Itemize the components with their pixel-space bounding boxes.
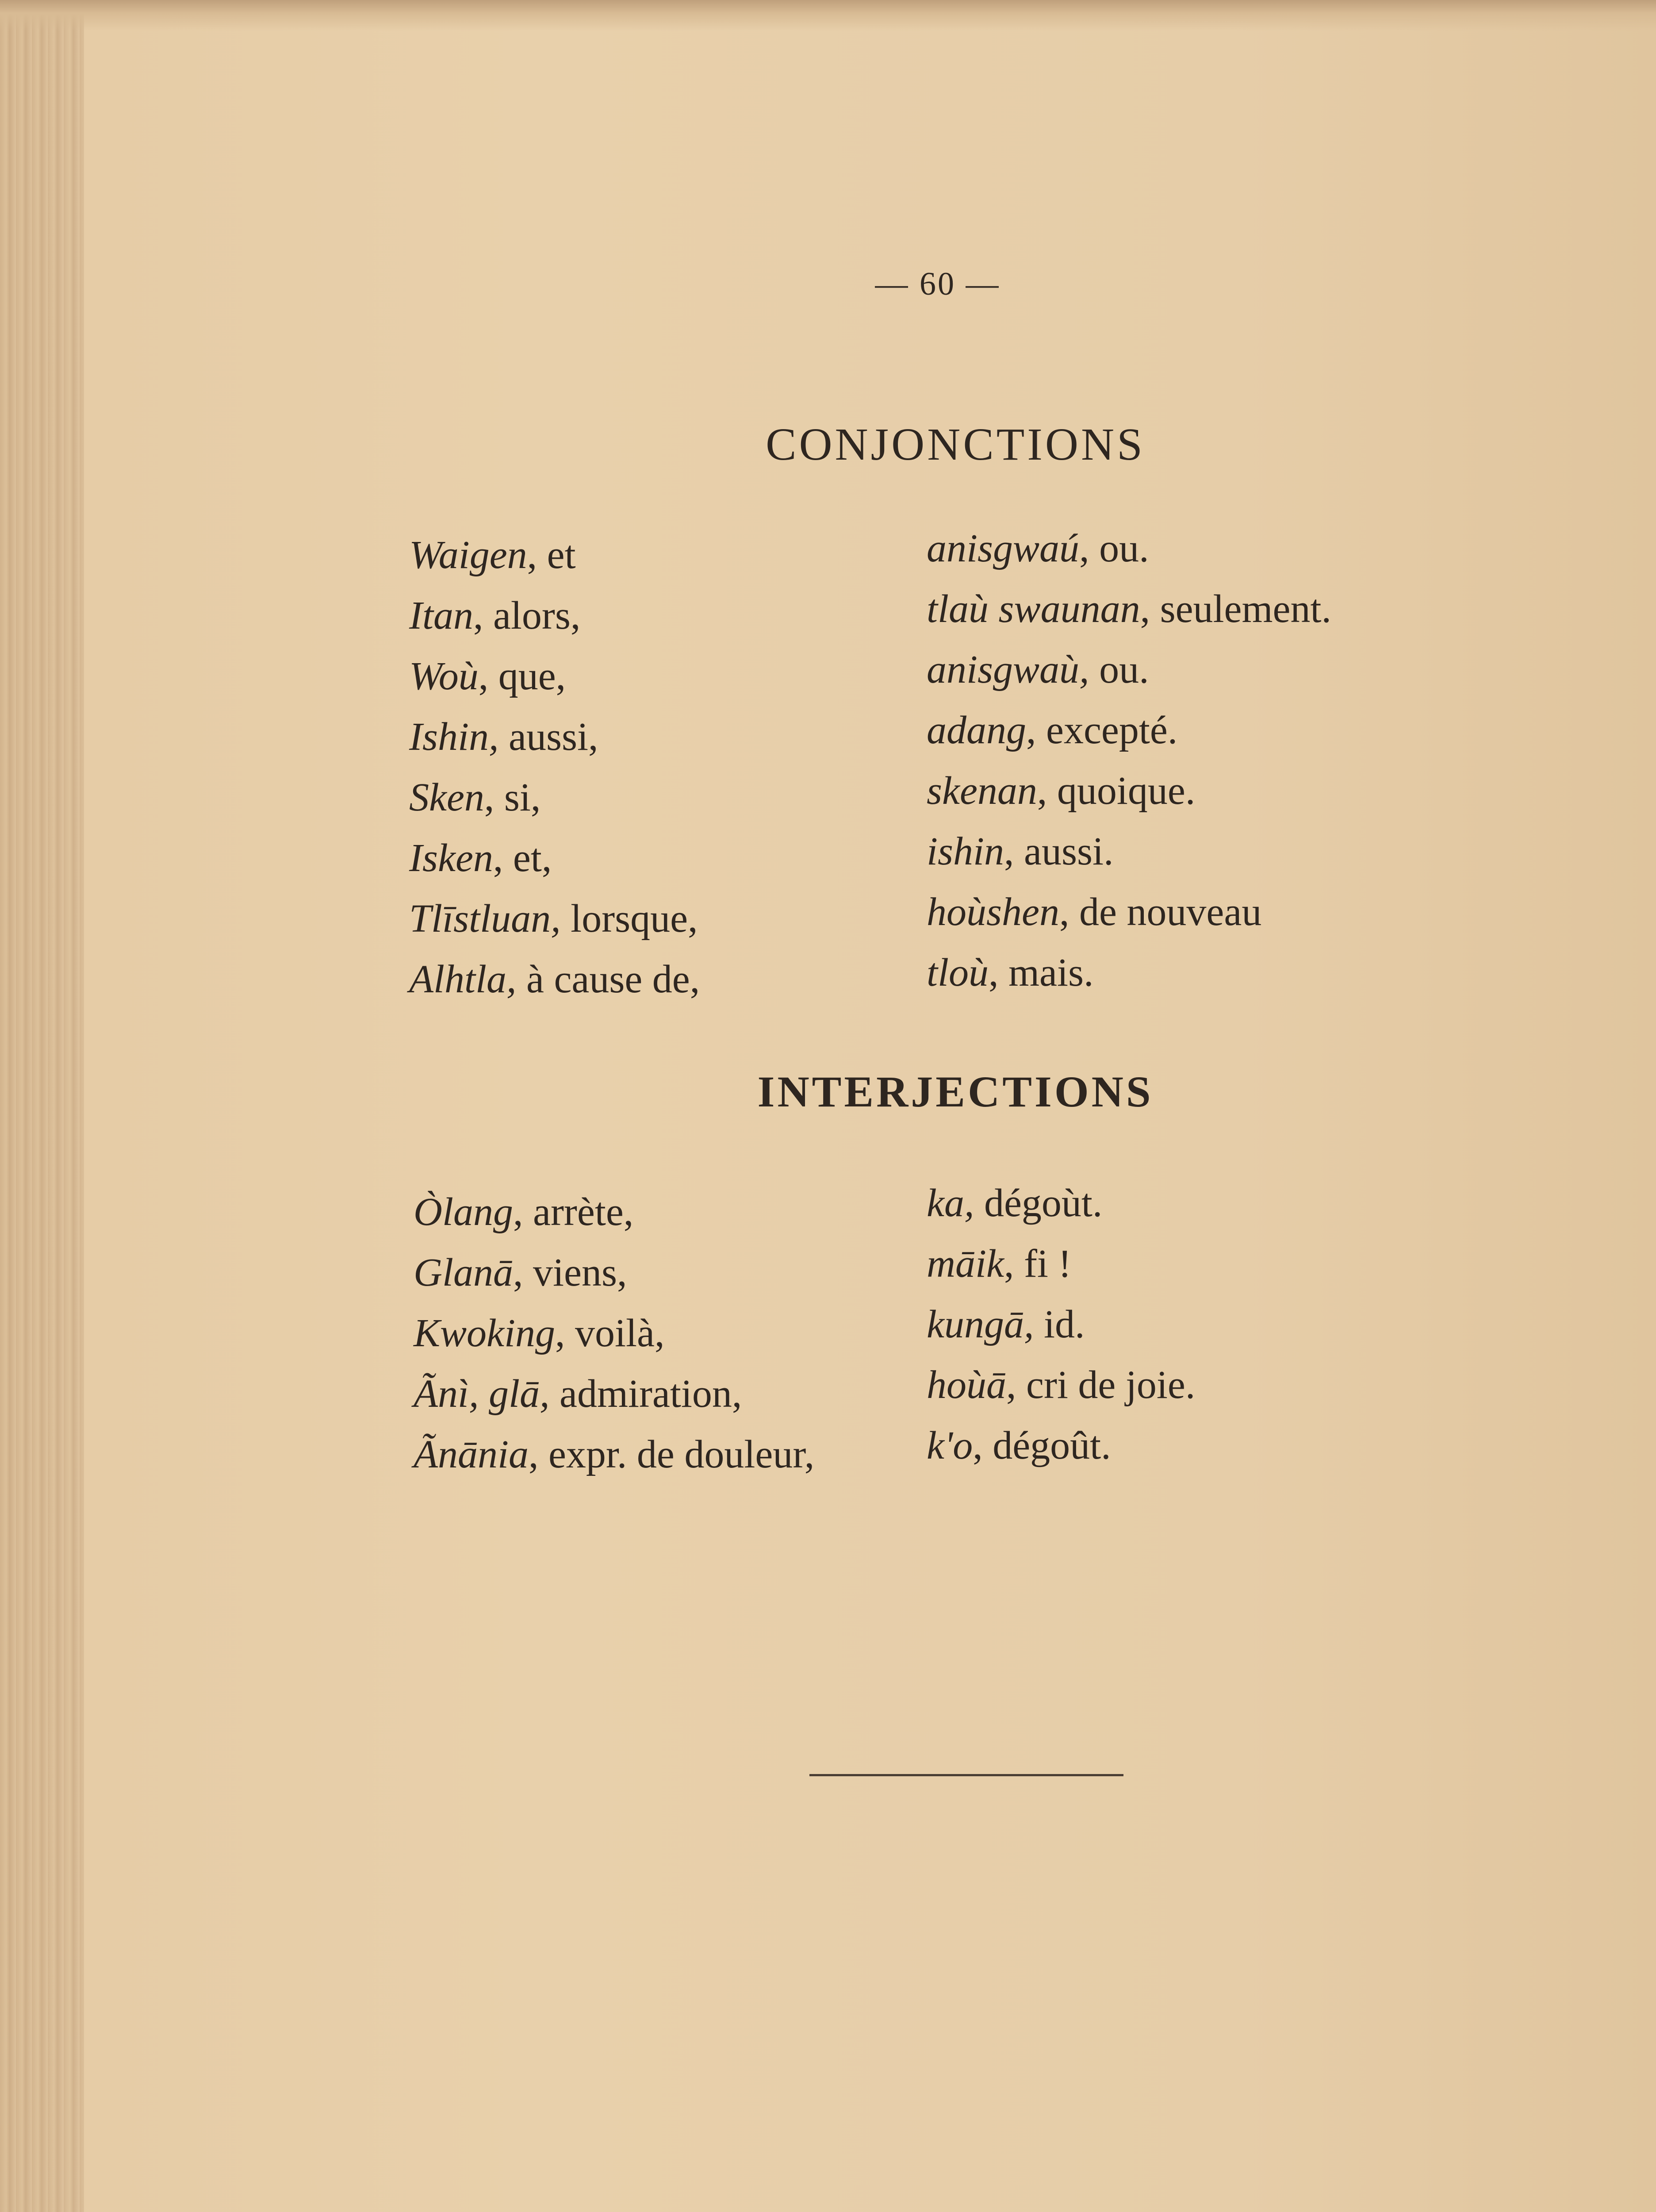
interjection-word: k'o bbox=[927, 1424, 973, 1467]
interjection-entry bbox=[414, 1432, 814, 1477]
interjection-entry bbox=[414, 1311, 664, 1356]
interjection-gloss: , cri de joie. bbox=[1006, 1363, 1196, 1407]
page-top-edge bbox=[0, 0, 1656, 31]
interjection-word: Ãnì, glā, bbox=[414, 1372, 550, 1416]
closing-rule bbox=[809, 1774, 1123, 1776]
interjections-heading: INTERJECTIONS bbox=[757, 1067, 1154, 1116]
conjunction-word: Waigen bbox=[409, 533, 527, 577]
interjection-gloss: , arrète, bbox=[513, 1190, 634, 1234]
interjection-entry bbox=[414, 1251, 627, 1295]
conjunction-entry bbox=[409, 533, 576, 577]
interjection-gloss: , voilà, bbox=[555, 1311, 665, 1355]
conjunction-word: anisgwaú bbox=[927, 526, 1080, 570]
conjunction-entry bbox=[927, 769, 1195, 813]
conjunction-word: Isken bbox=[409, 836, 493, 880]
conjunction-entry bbox=[409, 715, 598, 759]
page-number: — 60 — bbox=[875, 266, 1000, 302]
conjunction-gloss: , quoique. bbox=[1037, 769, 1196, 813]
interjection-gloss: dégoùt. bbox=[974, 1181, 1103, 1225]
conjunction-entry bbox=[927, 890, 1261, 934]
conjunction-word: Itan bbox=[409, 594, 473, 637]
conjunction-entry bbox=[409, 776, 540, 820]
conjunction-entry bbox=[409, 594, 580, 638]
conjunction-word: Woù bbox=[409, 654, 479, 698]
conjunction-gloss: , ou. bbox=[1079, 526, 1149, 570]
conjunction-entry bbox=[927, 951, 1094, 995]
interjection-word: Glanā bbox=[414, 1251, 513, 1294]
interjection-gloss: , fi ! bbox=[1004, 1242, 1072, 1286]
conjunction-entry bbox=[409, 654, 566, 699]
conjunction-word: Ishin, bbox=[409, 715, 499, 759]
conjunction-entry bbox=[927, 587, 1331, 631]
conjunction-entry bbox=[927, 526, 1149, 571]
conjunction-gloss: , de nouveau bbox=[1059, 890, 1262, 934]
conjunction-gloss: aussi, bbox=[498, 715, 598, 759]
conjunction-word: Alhtla, bbox=[409, 957, 517, 1001]
interjection-entry bbox=[927, 1181, 1102, 1225]
interjection-word: Òlang bbox=[414, 1190, 513, 1234]
interjection-gloss: , expr. de douleur, bbox=[528, 1432, 815, 1476]
conjunction-word: tlaù swaunan bbox=[927, 587, 1140, 631]
conjunction-gloss: , si, bbox=[484, 776, 541, 819]
interjection-entry bbox=[927, 1302, 1085, 1347]
conjunction-word: hoùshen bbox=[927, 890, 1059, 934]
interjection-entry bbox=[927, 1363, 1195, 1407]
conjunction-gloss: , alors, bbox=[473, 594, 581, 637]
conjunction-entry bbox=[927, 830, 1114, 874]
conjunction-word: Tlīstluan, bbox=[409, 897, 561, 941]
interjection-word: ka, bbox=[927, 1181, 974, 1225]
conjunction-entry bbox=[927, 648, 1149, 692]
conjunction-gloss: , aussi. bbox=[1004, 830, 1114, 873]
interjection-word: māik bbox=[927, 1242, 1004, 1286]
interjection-gloss: , dégoût. bbox=[973, 1424, 1111, 1467]
conjunction-entry bbox=[409, 957, 700, 1002]
conjunction-word: tloù bbox=[927, 951, 989, 995]
conjunction-entry bbox=[409, 836, 552, 880]
conjunction-gloss: , excepté. bbox=[1026, 708, 1178, 752]
interjection-word: kungā, bbox=[927, 1302, 1034, 1346]
conjunction-gloss: à cause de, bbox=[516, 957, 700, 1001]
conjunctions-heading: CONJONCTIONS bbox=[766, 419, 1145, 470]
conjunction-word: anisgwaù, bbox=[927, 648, 1089, 691]
interjection-entry bbox=[927, 1424, 1111, 1468]
conjunction-gloss: ou. bbox=[1089, 648, 1149, 691]
conjunction-gloss: , et, bbox=[493, 836, 552, 880]
interjection-entry bbox=[927, 1242, 1071, 1286]
conjunction-word: adang bbox=[927, 708, 1026, 752]
conjunction-gloss: , et bbox=[527, 533, 576, 577]
conjunction-gloss: , seulement. bbox=[1140, 587, 1331, 631]
interjection-word: hoùā bbox=[927, 1363, 1006, 1407]
interjection-word: Kwoking bbox=[414, 1311, 556, 1355]
conjunction-gloss: lorsque, bbox=[560, 897, 698, 941]
interjection-entry bbox=[414, 1372, 742, 1416]
conjunction-entry bbox=[409, 897, 698, 941]
interjection-gloss: id. bbox=[1034, 1302, 1085, 1346]
conjunction-word: Sken bbox=[409, 776, 484, 819]
page-edge-stack bbox=[0, 0, 84, 2212]
conjunction-word: ishin bbox=[927, 830, 1004, 873]
interjection-gloss: admiration, bbox=[549, 1372, 742, 1416]
conjunction-gloss: , que, bbox=[478, 654, 566, 698]
conjunction-gloss: , mais. bbox=[989, 951, 1094, 995]
interjection-gloss: , viens, bbox=[513, 1251, 627, 1294]
conjunction-word: skenan bbox=[927, 769, 1037, 813]
interjection-entry bbox=[414, 1190, 633, 1234]
conjunction-entry bbox=[927, 708, 1177, 753]
interjection-word: Ãnānia bbox=[414, 1432, 529, 1476]
